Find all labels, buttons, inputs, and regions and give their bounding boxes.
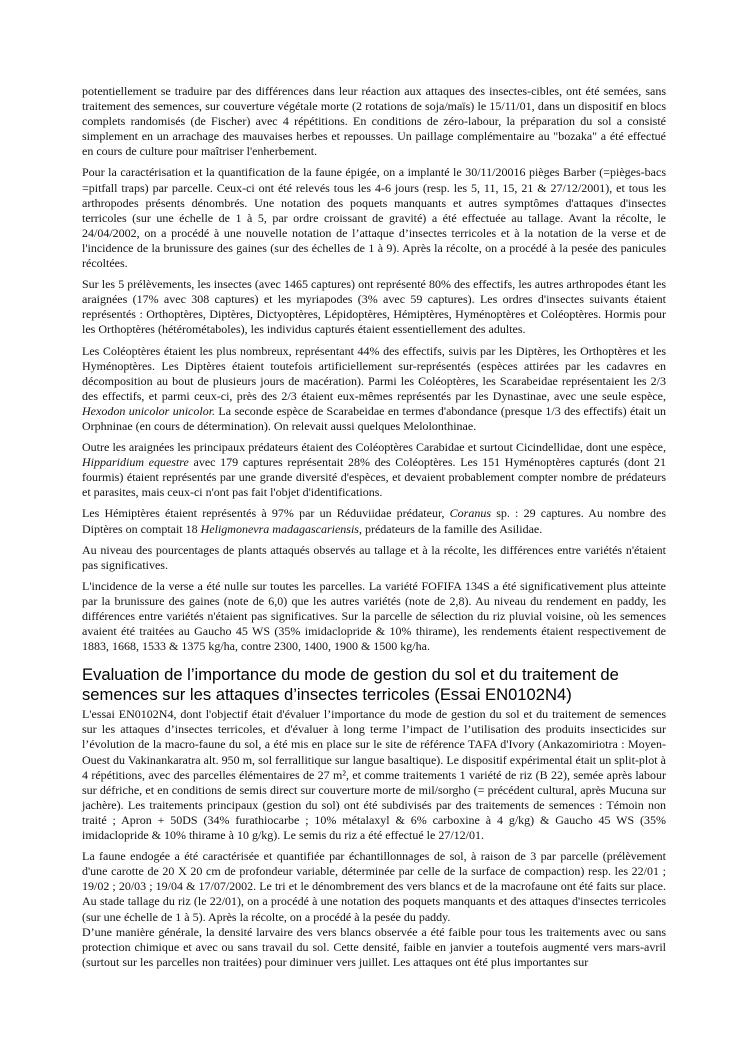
paragraph-endogeous-fauna: La faune endogée a été caractérisée et quantifiée par échantillonnages de sol, à raison de 3 par parcelle (prélèvement d'une carotte de 20 X 20 cm de profondeur variable, déterminée par celle de la surface de compaction) resp. les 22/01 ; 19/02 ; 20/03 ; 19/04 & 17/07/2002. Le tri et le dénombrement des vers blancs et de la macrofaune ont été faits sur place. Au stade tallage du riz (le 22/01), on a procédé à une notation des poquets manquants et des attaques d'insectes terricoles (sur une échelle de 1 à 5). Après la récolte, on a procédé à la pesée du paddy. bbox=[82, 849, 666, 924]
paragraph-captures: Sur les 5 prélèvements, les insectes (avec 1465 captures) ont représenté 80% des effectifs, les autres arthropodes étant les araignées (17% avec 308 captures) et les myriapodes (3% avec 59 captures). Les ordres d'insectes suivants étaient représentés : Orthoptères, Diptères, Dictyoptères, Lépidoptères, Hémiptères, Hyménoptères et Coléoptères. Hormis pour les Orthoptères (hétérométaboles), les individus capturés étaient essentiellement des adultes. bbox=[82, 277, 666, 337]
section-heading: Evaluation de l’importance du mode de gestion du sol et du traitement de semences sur les attaques d’insectes terricoles (Essai EN0102N4) bbox=[82, 665, 619, 705]
species-name: Coranus bbox=[449, 506, 491, 521]
text-run: sp. : 29 captures. Au nombre des Diptères on comptait 18 bbox=[82, 506, 666, 536]
paragraph-yields: L'incidence de la verse a été nulle sur toutes les parcelles. La variété FOFIFA 134S a été significativement plus atteinte par la brunissure des gaines (note de 6,0) que les autres variétés (note de 2,8). Au niveau du rendement en paddy, les différences entre variétés n'étaient pas significatives. Sur la parcelle de sélection du riz pluvial voisine, où les semences avaient été traitées au Gaucho 45 WS (35% imidaclopride & 10% thirame), les rendements étaient respectivement de 1883, 1668, 1533 & 1375 kg/ha, contre 2300, 1400, 1900 & 1500 kg/ha. bbox=[82, 578, 666, 654]
species-name: Heligmonevra madagascariensis bbox=[200, 521, 359, 536]
paragraph-larval-density: D’une manière générale, la densité larvaire des vers blancs observée a été faible pour tous les traitements avec ou sans protection chimique et avec ou sans travail du sol. Cette densité, faible en janvier a toutefois augmenté vers mars-avril (surtout sur les parcelles non traitées) pour diminuer vers juillet. Les attaques ont été plus importantes sur bbox=[82, 924, 666, 969]
paragraph-coleoptera bbox=[82, 344, 666, 435]
text-run: Les Coléoptères étaient les plus nombreux, représentant 44% des effectifs, suivis par les Diptères, les Orthoptères et les Hyménoptères. Les Diptères étaient toutefois artificiellement sur-représentés (espèces attirées par les cadavres en décomposition au bout de plusieurs jours de macération). Parmi les Coléoptères, les Scarabeidae représentaient les 2/3 des effectifs, et parmi ceux-ci, près des 2/3 étaient eux-mêmes représentés par les Dynastinae, avec une seule espèce, bbox=[82, 343, 666, 403]
text-run: Les Hémiptères étaient représentés à 97% par un Réduviidae prédateur, bbox=[82, 506, 450, 521]
paragraph-trial-setup: L'essai EN0102N4, dont l'objectif était d'évaluer l’importance du mode de gestion du sol et du traitement de semences sur les attaques d’insectes terricoles, et d'évaluer à long terme l’impact de l’utilisation des produits insecticides sur l’évolution de la macro-faune du sol, a été mis en place sur le site de référence TAFA d'Ivory (Ankazomiriotra : Moyen-Ouest du Vakinankaratra alt. 950 m, sol ferrallitique sur langue basaltique). Le dispositif expérimental était un split-plot à 4 répétitions, avec des parcelles élémentaires de 27 m², et comme traitements 1 variété de riz (B 22), semée après labour sur défriche, et en conditions de semis direct sur couverture morte de mil/sorgho (= précédent cultural, après Mucuna sur jachère). Les traitements principaux (gestion du sol) ont été subdivisés par des traitements de semences : Témoin non traité ; Apron + 50DS (34% furathiocarbe ; 10% métalaxyl & 6% carboxine à 4 g/kg) & Gaucho 45 WS (35% imidaclopride & 10% thirame à 10 g/kg). Le semis du riz a été effectué le 27/12/01. bbox=[82, 707, 666, 843]
paragraph-predators bbox=[82, 440, 666, 500]
text-run: Outre les araignées les principaux prédateurs étaient des Coléoptères Carabidae et surtout Cicindellidae, dont une espèce, bbox=[82, 440, 666, 455]
paragraph-hemiptera bbox=[82, 506, 666, 536]
text-run: , prédateurs de la famille des Asilidae. bbox=[358, 521, 543, 536]
document-page bbox=[82, 84, 666, 976]
text-run: avec 179 captures représentait 28% des Coléoptères. Les 151 Hyménoptères capturés (dont 21 fourmis) étaient représentés par une grande diversité d'espèces, et devaient probablement compter nombre de prédateurs et parasites, mais ceux-ci n'ont pas fait l'objet d'identifications. bbox=[82, 455, 666, 500]
text-run: La seconde espèce de Scarabeidae en termes d'abondance (presque 1/3 des effectifs) était un Orphninae (en cours de détermination). On relevait aussi quelques Melolonthinae. bbox=[82, 403, 666, 433]
paragraph-epigeal-fauna: Pour la caractérisation et la quantification de la faune épigée, on a implanté le 30/11/20016 pièges Barber (=pièges-bacs =pitfall traps) par parcelle. Ceux-ci ont été relevés tous les 4-6 jours (resp. les 5, 11, 15, 21 & 27/12/2001), et tous les arthropodes présents dénombrés. Une notation des poquets manquants et autres symptômes d'attaques d'insectes terricoles (sur une échelle de 1 à 5, par ordre croissant de gravité) a été effectuée au tallage. Avant la récolte, le 24/04/2002, on a procédé à une nouvelle notation de l’attaque d’insectes terricoles et à la notation de la verse et de l'incidence de la brunissure des gaines (sur des échelles de 1 à 9). Après la récolte, on a procédé à la pesée des panicules récoltées. bbox=[82, 165, 666, 271]
species-name: Hexodon unicolor unicolor. bbox=[82, 403, 216, 418]
paragraph-sowing: potentiellement se traduire par des différences dans leur réaction aux attaques des insectes-cibles, ont été semées, sans traitement des semences, sur couverture végétale morte (2 rotations de soja/maïs) le 15/11/01, dans un dispositif en blocs complets randomisés (de Fischer) avec 4 répétitions. En conditions de zéro-labour, la préparation du sol a consisté simplement en un arrachage des mauvaises herbes et repousses. Un paillage complémentaire au "bozaka" a été effectué en cours de culture pour maîtriser l'enherbement. bbox=[82, 84, 666, 159]
paragraph-attack-percentages: Au niveau des pourcentages de plants attaqués observés au tallage et à la récolte, les différences entre variétés n'étaient pas significatives. bbox=[82, 542, 666, 572]
species-name: Hipparidium equestre bbox=[82, 455, 189, 470]
